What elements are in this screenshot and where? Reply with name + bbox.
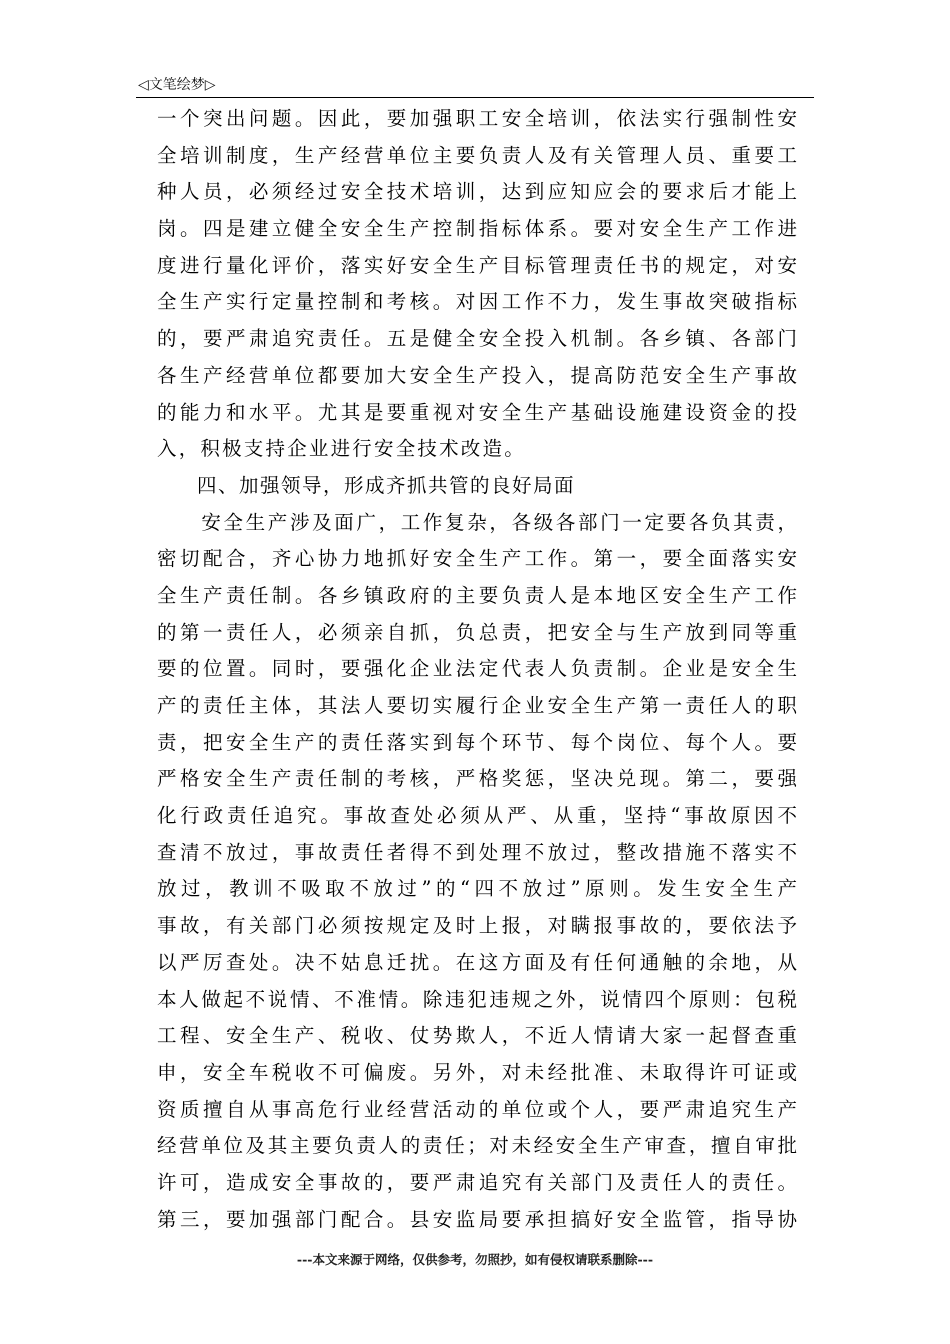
paragraph-line: 严格安全生产责任制的考核，严格奖惩，坚决兑现。第二，要强: [157, 767, 797, 791]
paragraph-line: 的第一责任人，必须亲自抓，负总责，把安全与生产放到同等重: [157, 620, 797, 644]
paragraph-line: 工程、安全生产、税收、仗势欺人，不近人情请大家一起督查重: [157, 1024, 797, 1048]
paragraph-line: 种人员，必须经过安全技术培训，达到应知应会的要求后才能上: [157, 180, 797, 204]
paragraph-line: 入，积极支持企业进行安全技术改造。: [157, 437, 526, 461]
paragraph-line: 产的责任主体，其法人要切实履行企业安全生产第一责任人的职: [157, 694, 797, 717]
paragraph-line: 资质擅自从事高危行业经营活动的单位或个人，要严肃追究生产: [157, 1097, 797, 1121]
paragraph-line: 第三，要加强部门配合。县安监局要承担搞好安全监管，指导协: [157, 1207, 797, 1231]
paragraph-line: 查清不放过，事故责任者得不到处理不放过，整改措施不落实不: [157, 840, 797, 864]
paragraph-line: 全生产实行定量控制和考核。对因工作不力，发生事故突破指标: [157, 290, 797, 314]
paragraph-line: 以严厉查处。决不姑息迁扰。在这方面及有任何通触的余地，从: [157, 950, 797, 974]
paragraph-line: 责，把安全生产的责任落实到每个环节、每个岗位、每个人。要: [157, 730, 797, 754]
paragraph-line: 安全生产涉及面广，工作复杂，各级各部门一定要各负其责，: [157, 510, 797, 534]
paragraph-line: 本人做起不说情、不准情。除违犯违规之外，说情四个原则：包税: [157, 987, 797, 1011]
header-divider: [136, 97, 814, 98]
document-body: [157, 101, 797, 1238]
paragraph-line: 经营单位及其主要负责人的责任；对未经安全生产审查，擅自审批: [157, 1134, 797, 1158]
paragraph-line: 全生产责任制。各乡镇政府的主要负责人是本地区安全生产工作: [157, 583, 797, 607]
paragraph-line: 许可，造成安全事故的，要严肃追究有关部门及责任人的责任。: [157, 1170, 797, 1194]
paragraph-line: 事故，有关部门必须按规定及时上报，对瞒报事故的，要依法予: [157, 914, 797, 938]
section-heading: 四、加强领导，形成齐抓共管的良好局面: [197, 473, 576, 497]
paragraph-line: 度进行量化评价，落实好安全生产目标管理责任书的规定，对安: [157, 253, 797, 277]
paragraph-line: 化行政责任追究。事故查处必须从严、从重，坚持“事故原因不: [157, 804, 797, 828]
paragraph-line: 放过，教训不吸取不放过”的“四不放过”原则。发生安全生产: [157, 877, 797, 901]
paragraph-line: 的，要严肃追究责任。五是健全安全投入机制。各乡镇、各部门: [157, 327, 797, 351]
paragraph-line: 要的位置。同时，要强化企业法定代表人负责制。企业是安全生: [157, 657, 797, 681]
paragraph-line: 全培训制度，生产经营单位主要负责人及有关管理人员、重要工: [157, 143, 797, 167]
paragraph-line: 一个突出问题。因此，要加强职工安全培训，依法实行强制性安: [157, 107, 797, 130]
paragraph-line: 的能力和水平。尤其是要重视对安全生产基础设施建设资金的投: [157, 400, 797, 424]
footer-disclaimer: ---本文来源于网络，仅供参考，勿照抄，如有侵权请联系删除---: [296, 1252, 654, 1267]
paragraph-line: 岗。四是建立健全安全生产控制指标体系。要对安全生产工作进: [157, 217, 797, 241]
paragraph-line: 密切配合，齐心协力地抓好安全生产工作。第一，要全面落实安: [157, 547, 797, 571]
paragraph-line: 申，安全车税收不可偏废。另外，对未经批准、未取得许可证或: [157, 1060, 797, 1084]
header-watermark: ◁文笔绘梦▷: [138, 77, 216, 93]
paragraph-line: 各生产经营单位都要加大安全生产投入，提高防范安全生产事故: [157, 363, 797, 387]
